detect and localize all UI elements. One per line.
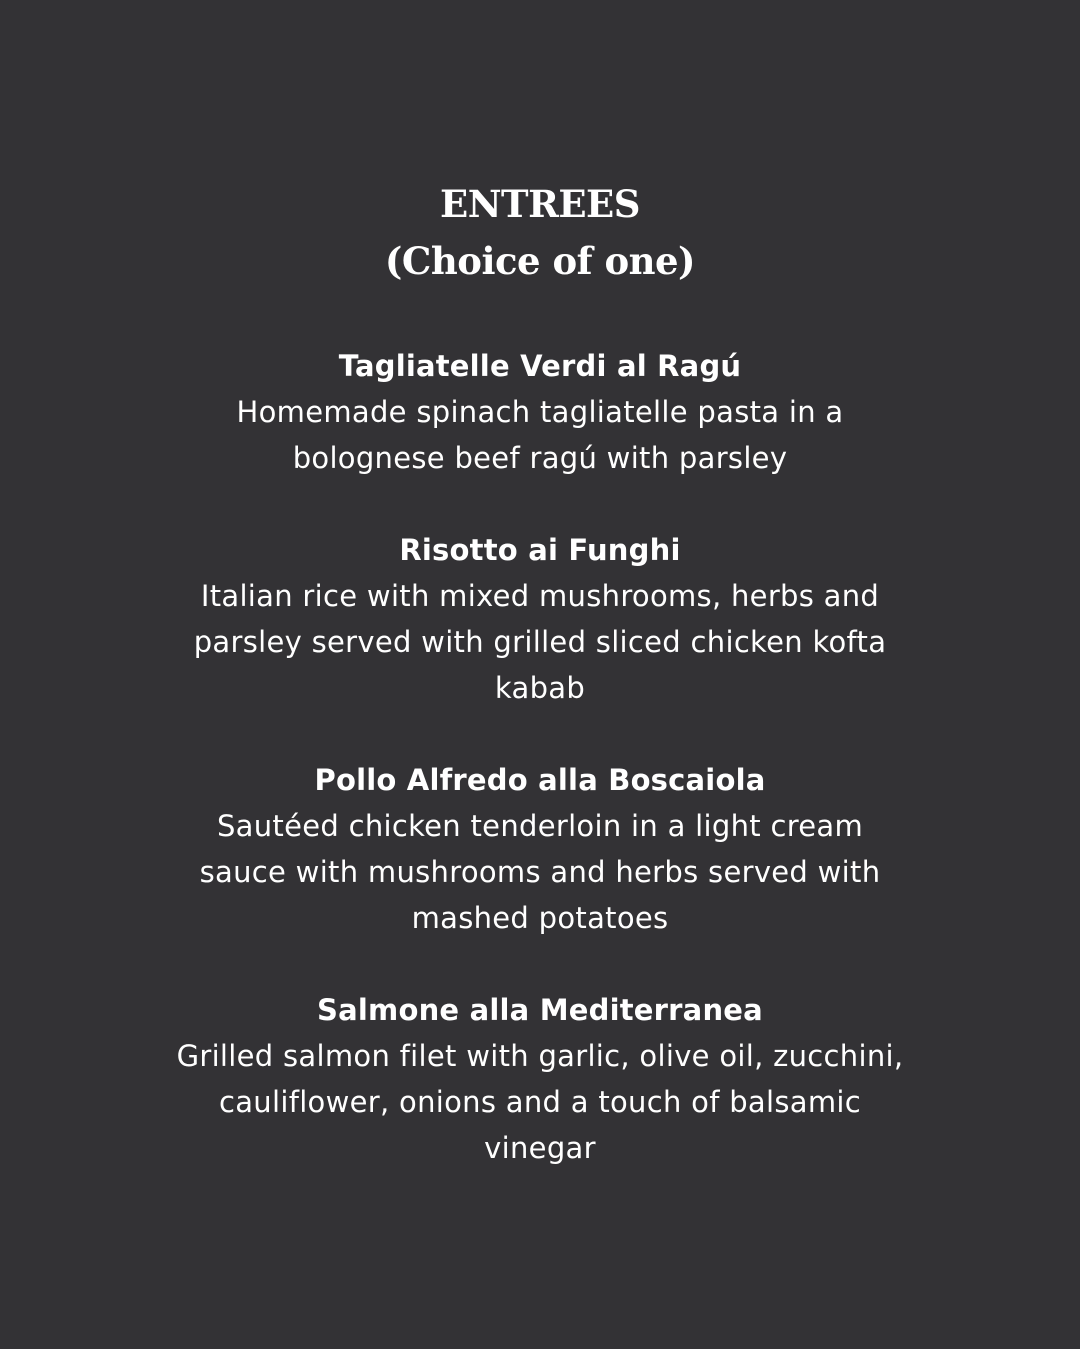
menu-items: [100, 343, 980, 1217]
item-description: [100, 1033, 980, 1171]
section-title: ENTREES: [440, 182, 640, 226]
item-description-line: kabab: [494, 671, 586, 705]
menu-item: [100, 527, 980, 711]
item-description-line: parsley served with grilled sliced chicken kofta: [193, 625, 887, 659]
menu-item: [100, 987, 980, 1171]
menu-item: [100, 343, 980, 481]
item-description: [100, 573, 980, 711]
item-description: [100, 389, 980, 481]
item-description-line: sauce with mushrooms and herbs served with: [199, 855, 881, 889]
menu-item: [100, 757, 980, 941]
item-description-line: vinegar: [484, 1131, 596, 1165]
item-name: Tagliatelle Verdi al Ragú: [338, 349, 742, 383]
item-description: [100, 803, 980, 941]
item-name: Risotto ai Funghi: [399, 533, 681, 567]
item-description-line: Grilled salmon filet with garlic, olive oil, zucchini,: [176, 1039, 904, 1073]
item-description-line: cauliflower, onions and a touch of balsamic: [218, 1085, 861, 1119]
item-description-line: Sautéed chicken tenderloin in a light cream: [216, 809, 864, 843]
item-description-line: Italian rice with mixed mushrooms, herbs and: [200, 579, 880, 613]
menu-heading: [0, 176, 1080, 290]
item-description-line: bolognese beef ragú with parsley: [292, 441, 788, 475]
item-description-line: mashed potatoes: [411, 901, 669, 935]
item-name: Salmone alla Mediterranea: [317, 993, 763, 1027]
section-subtitle: (Choice of one): [384, 239, 696, 283]
item-description-line: Homemade spinach tagliatelle pasta in a: [236, 395, 844, 429]
item-name: Pollo Alfredo alla Boscaiola: [314, 763, 766, 797]
